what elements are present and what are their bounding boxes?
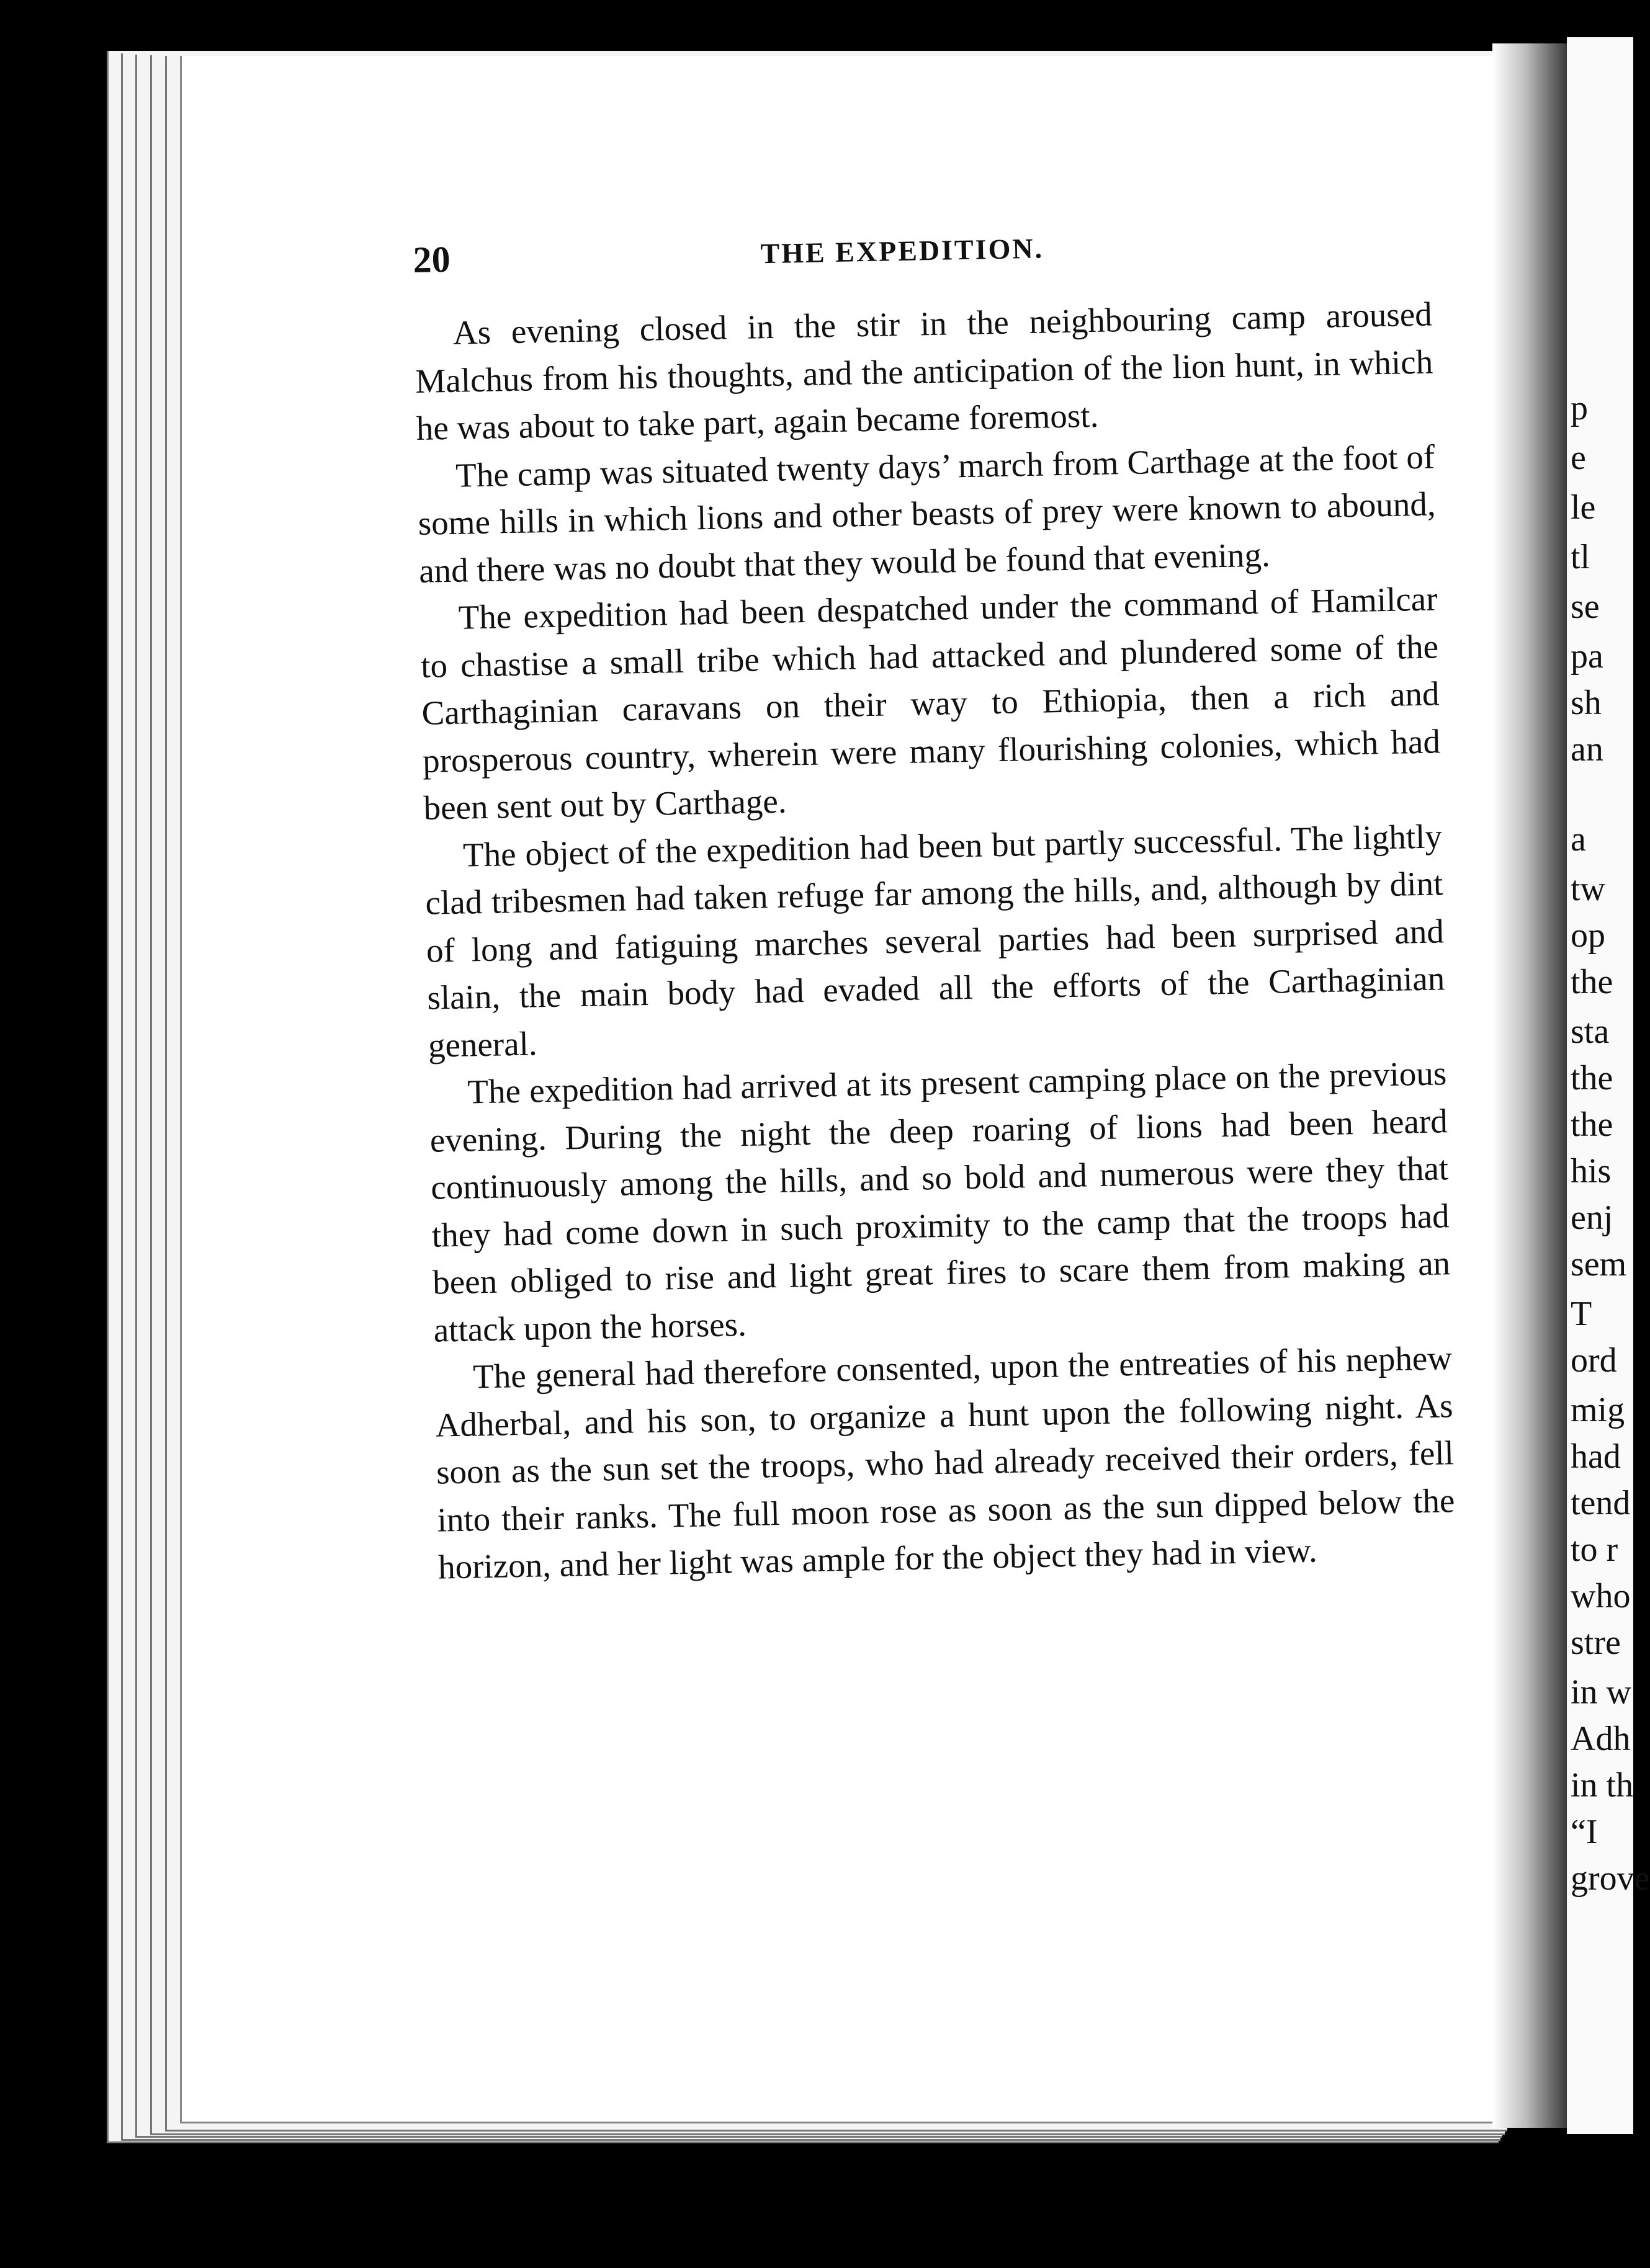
facing-page-fragment: op (1571, 916, 1605, 955)
paragraph: As evening closed in the stir in the neighbouring camp aroused Malchus from his thoughts, and the anticipation of the lion hunt, in which he was about to take part, again became foremost. (415, 295, 1433, 447)
facing-page-fragment: stre (1571, 1623, 1621, 1662)
facing-page-fragment: T (1571, 1295, 1592, 1333)
body-text (414, 290, 1456, 1591)
facing-page-fragment: had (1571, 1437, 1621, 1476)
facing-page-fragment: tw (1571, 870, 1605, 908)
facing-page-fragment: “I (1571, 1813, 1598, 1851)
gutter-shadow (1492, 43, 1567, 2128)
facing-page-fragment: pa (1571, 637, 1603, 676)
facing-page-fragment: to r (1571, 1530, 1618, 1569)
facing-page-fragment: mig (1571, 1391, 1625, 1429)
facing-page-fragment: who (1571, 1577, 1631, 1615)
paragraph: The expedition had been despatched under the command of Hamilcar to chastise a small tribe which had attacked and plundered some of the Carthaginian caravans on their way to Ethiopia, then a rich and prosperous country, wherein were many flourishing colonies, which had been sent out by Carthage. (420, 579, 1441, 827)
facing-page-fragment: sem (1571, 1245, 1627, 1284)
facing-page-fragment: the (1571, 963, 1613, 1001)
paragraph: The general had therefore consented, upon the entreaties of his nephew Adherbal, and his son, to organize a hunt upon the following night. As soon as the sun set the troops, who had already received their orders, fell into their ranks. The full moon rose as soon as the sun dipped below the horizon, and her light was ample for the object they had in view. (435, 1339, 1455, 1586)
page-number: 20 (413, 238, 451, 280)
facing-page-fragment: the (1571, 1059, 1613, 1097)
facing-page (1567, 37, 1650, 2134)
paragraph: The camp was situated twenty days’ march from Carthage at the foot of some hills in which lions and other beasts of prey were known to abound, and there was no doubt that they would be found that evening. (418, 437, 1437, 590)
facing-page-fragment: sh (1571, 684, 1602, 722)
facing-page-fragment: an (1571, 730, 1603, 769)
paragraph: The expedition had arrived at its present camping place on the previous evening. During the night the deep roaring of lions had been heard continuously among the hills, and so bold and numerous were they that they had come down in such proximity to the camp that the troops had been obliged to rise and light great fires to scare them from making an attack upon the horses. (429, 1054, 1451, 1349)
facing-page-fragment: sta (1571, 1012, 1610, 1051)
page-content (413, 220, 1456, 1592)
facing-page-fragment: e (1571, 439, 1586, 477)
paragraph: The object of the expedition had been but partly successful. The lightly clad tribesmen had taken refuge far among the hills, and, although by dint of long and fatiguing marches several parties had been surprised and slain, the main body had evaded all the efforts of the Carthaginian general. (424, 816, 1445, 1065)
facing-page-fragment: se (1571, 587, 1600, 626)
facing-page-fragment: enj (1571, 1199, 1613, 1237)
facing-page-fragment: a (1571, 820, 1586, 859)
facing-page-fragment: in th (1571, 1766, 1634, 1805)
facing-page-fragment: tl (1571, 538, 1590, 576)
facing-page-fragment: grove (1571, 1859, 1650, 1898)
facing-page-fragment: p (1571, 389, 1588, 427)
facing-page-fragment: his (1571, 1152, 1612, 1190)
facing-page-fragment: tend (1571, 1484, 1631, 1522)
running-title: THE EXPEDITION. (760, 232, 1044, 270)
facing-page-fragment: Adh (1571, 1720, 1631, 1758)
facing-page-fragment: the (1571, 1105, 1613, 1144)
facing-page-fragment: le (1571, 488, 1596, 527)
facing-page-fragment: in w (1571, 1673, 1631, 1712)
facing-page-fragment: ord (1571, 1341, 1617, 1380)
